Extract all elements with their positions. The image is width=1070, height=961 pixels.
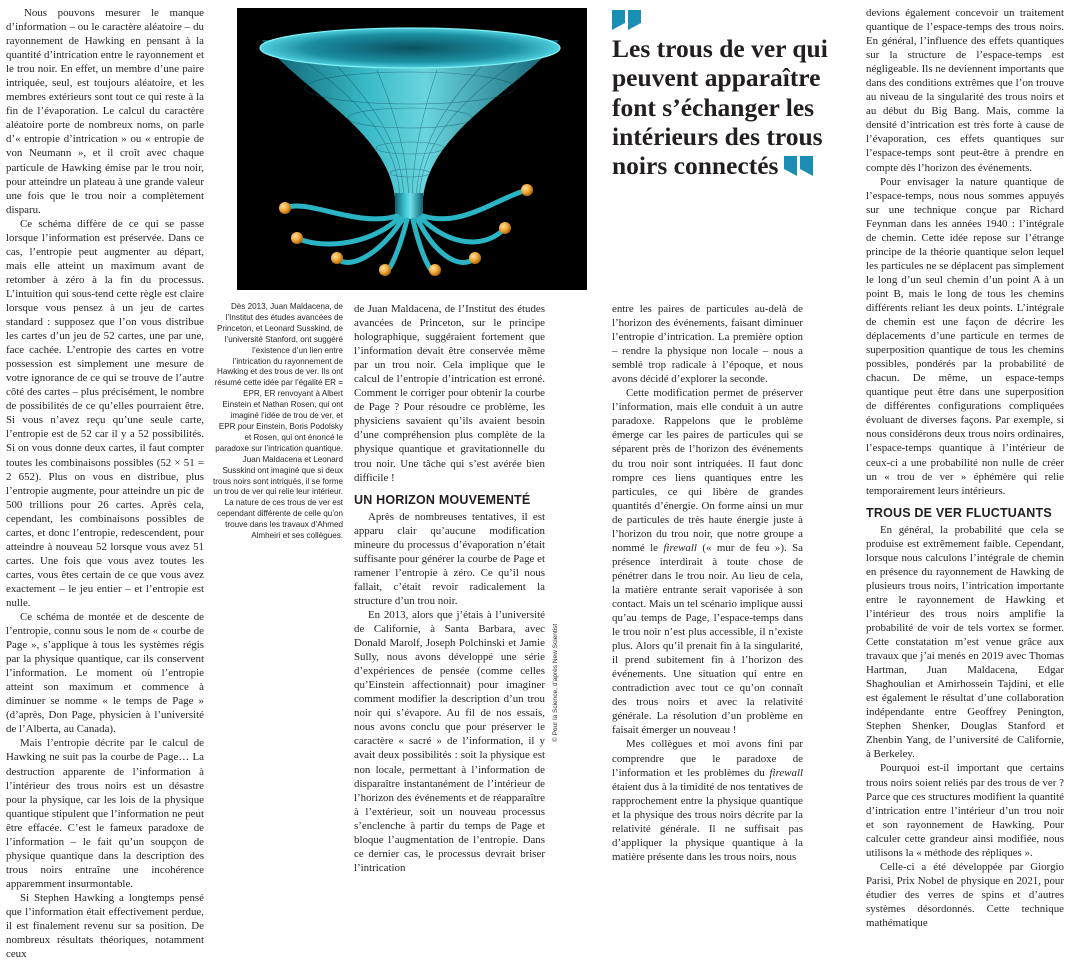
paragraph: Pour envisager la nature quantique de l’espace-temps, nous nous sommes appuyés sur une technique conçue par Richard Feynman dans les années 1940 : l’intégrale de chemin. Cette idée repose sur l’étrange principe de la théorie quantique selon lequel les particules ne se déplacent pas simplement le long d’un seul chemin d’un point A à un point B, mais le long de tous les chemins différents reliant les deux points. L’intégrale de chemin est une façon de décrire les déplacements d’une particule en termes de superposition quantique de tous les chemins possibles, pondérés par la probabilité de chacun. De même, un espace-temps quantique peut être dans une superposition de différentes configurations compliquées évoluant de diverses façons. Par exemple, si nous considérons deux trous noirs ordinaires, l’espace-temps quantique à l’intérieur de ceux-ci a une probabilité non nulle de créer un « trou de ver » éphémère qui relie temporairement leurs intérieurs. bbox=[866, 175, 1064, 497]
pull-quote bbox=[612, 10, 852, 180]
paragraph: Ce schéma de montée et de descente de l’entropie, connu sous le nom de « courbe de Page », s’applique à tous les systèmes régis par la physique quantique, car ils conservent l’information. Le moment où l’entropie atteint son maximum et commence à diminuer se nomme « le temps de Page » (d’après, Don Page, physicien à l’université de l’Alberta, au Canada). bbox=[6, 611, 204, 736]
wormhole-funnel-graphic bbox=[237, 8, 587, 290]
paragraph: Mes collègues et moi avons fini par comprendre que le paradoxe de l’information et les problèmes du firewall étaient dus à la timidité de nos tentatives de rapprochement entre la physique quantique et la physique des trous noirs décrite par la relativité générale. Il ne suffisait pas d’appliquer la physique quantique à la matière présente dans les trous noirs, nous bbox=[612, 738, 803, 863]
paragraph: entre les paires de particules au-delà de l’horizon des événements, faisant diminuer l’entropie d’intrication. La première option – rendre la physique non locale – nous a semblé trop radicale à l’époque, et nous avons décidé d’explorer la seconde. bbox=[612, 303, 803, 386]
figure-caption: Dès 2013, Juan Maldacena, de l’Institut des études avancées de Princeton, et Leonard Susskind, de l’université Stanford, ont suggéré l’existence d’un lien entre l’intrication du rayonnement de Hawking et des trous de ver. Ils ont résumé cette idée par l’égalité ER = EPR, ER renvoyant à Albert Einstein et Nathan Rosen, qui ont imaginé l’idée de trou de ver, et EPR pour Einstein, Boris Podolsky et Rosen, qui ont énoncé le paradoxe sur l’intrication quantique. Juan Maldacena et Leonard Susskind ont imaginé que si deux trous noirs sont intriqués, il se forme un trou de ver qui relie leur intérieur. La nature de ces trous de ver est cependant différente de celle qu’on trouve dans les travaux d’Ahmed Almheiri et ses collègues. bbox=[213, 302, 344, 541]
paragraph: Après de nombreuses tentatives, il est apparu clair qu’aucune modification mineure du processus d’évaporation n’était suffisante pour générer la courbe de Page et ramener l’entropie à zéro. Ce qu’il nous fallait, c’était revoir radicalement la structure d’un trou noir. bbox=[354, 510, 545, 607]
section-heading: TROUS DE VER FLUCTUANTS bbox=[866, 505, 1052, 520]
pull-quote-text: Les trous de ver qui peuvent apparaître font s’échanger les intérieurs des trous noirs connectés bbox=[612, 34, 828, 181]
article-column-1 bbox=[6, 6, 204, 961]
wormhole-illustration bbox=[237, 8, 587, 290]
close-quote-icon bbox=[784, 156, 814, 176]
article-column-3 bbox=[354, 302, 545, 874]
paragraph: Si Stephen Hawking a longtemps pensé que l’information était effectivement perdue, il est finalement revenu sur sa position. De nombreux résultats théoriques, notamment ceux bbox=[6, 891, 204, 961]
article-column-5 bbox=[866, 6, 1064, 929]
paragraph: Nous pouvons mesurer le manque d’information – ou le caractère aléatoire – du rayonnement de Hawking en pensant à la quantité d’intrication entre le rayonnement et le trou noir. En effet, un membre d’une paire intriquée, seul, est toujours aléatoire, et les membres extérieurs sont tout ce qui reste à la fin de l’évaporation. Le calcul du caractère aléatoire porte de nombreux noms, on parle d’« entropie d’intrication » ou « entropie de von Neumann », et il croît avec chaque particule de Hawking émise par le trou noir, pour atteindre un plateau à une grande valeur une fois que le trou noir a complètement disparu. bbox=[6, 7, 204, 216]
paragraph: Cette modification permet de préserver l’information, mais elle conduit à un autre paradoxe. Rappelons que le problème émerge car les paires de particules qui se séparent près de l’horizon des événements du trou noir sont intriquées. Il faut donc rompre ces liens quantiques entre les particules, ce qui libère de grandes quantités d’énergie. On forme ainsi un mur de particules de très haute énergie juste à l’horizon du trou noir, que notre groupe a nommé le firewall (« mur de feu »). Sa présence interdirait à toute chose de pénétrer dans le trou noir. Au lieu de cela, la matière entrante serait vaporisée à son contact. Mais un tel scénario implique aussi qu’au temps de Page, l’espace-temps dans le trou noir n’est plus accessible, il n’existe plus. Alors qu’il prenait fin à la singularité, il prend subitement fin à l’horizon des événements. Une situation qui entre en contradiction avec tout ce qu’on connaît des trous noirs et avec la relativité générale. La résolution d’un problème en faisait émerger un nouveau ! bbox=[612, 387, 803, 737]
paragraph: devions également concevoir un traitement quantique de l’espace-temps des trous noirs. En général, l’influence des effets quantiques sur la structure de l’espace-temps est négligeable. Ils ne deviennent importants que dans des conditions extrêmes que l’on trouve au niveau de la singularité des trous noirs et au début du Big Bang. Mais, comme la densité d’intrication est très forte à cause de l’évaporation, ces effets quantiques sur l’espace-temps sont peut-être à prendre en compte dès l’horizon des événements. bbox=[866, 7, 1064, 174]
section-heading: UN HORIZON MOUVEMENTÉ bbox=[354, 492, 531, 507]
paragraph: Ce schéma diffère de ce qui se passe lorsque l’information est préservée. Dans ce cas, l’entropie peut augmenter au départ, mais elle atteint un maximum avant de retomber à zéro à la fin du processus. L’intuition qui sous-tend cette règle est claire lorsque vous pensez à un jeu de cartes standard : supposez que l’on vous distribue les cartes d’un jeu de 52 cartes, une par une, face cachée. L’entropie des cartes en votre possession est simplement une mesure de votre ignorance de ce qui se trouve de l’autre côté des cartes – plus précisément, le nombre de possibilités de ce qu’elles pourraient être. Si vous n’avez reçu qu’une seule carte, l’entropie est de 52 car il y a 52 possibilités. Si on vous donne deux cartes, il faut compter toutes les combinaisons possibles (52 × 51 = 2 652). Plus on vous en distribue, plus l’entropie augmente, pour atteindre un pic de 500 trillions pour 26 cartes. Après cela, cependant, les combinaisons possibles de cartes, et donc l’entropie, redescendent, pour atteindre à nouveau 52 lorsque vous avez 51 cartes. Une fois que vous avez toutes les cartes, vous êtes certain de ce que vous avez exactement – le jeu entier – et l’entropie est nulle. bbox=[6, 217, 204, 609]
paragraph: de Juan Maldacena, de l’Institut des études avancées de Princeton, sur le principe holographique, suggéraient fortement que l’information devait être conservée même par un trou noir. Cela implique que le calcul de l’entropie d’intrication est erroné. Comment le corriger pour obtenir la courbe de Page ? Pour résoudre ce problème, les physiciens savaient qu’ils avaient besoin d’une compréhension plus complète de la physique quantique et gravitationnelle du trou noir. Une tâche qui s’est avérée bien difficile ! bbox=[354, 303, 545, 484]
image-credit bbox=[552, 592, 562, 742]
paragraph: Pourquoi est-il important que certains trous noirs soient reliés par des trous de ver ? Parce que ces structures modifient la quantité d’intrication entre l’intérieur d’un trou noir et son rayonnement de Hawking. Pour calculer cette grandeur ainsi modifiée, nous utilisons la « méthode des répliques ». bbox=[866, 762, 1064, 859]
paragraph: En 2013, alors que j’étais à l’université de Californie, à Santa Barbara, avec Donald Marolf, Joseph Polchinski et Jamie Sully, nous avons développé une série d’expériences de pensée (comme celles qu’Einstein affectionnait) pour imaginer comment modifier la description d’un trou noir qui s’évapore. Au fil de nos essais, nous avons conclu que pour préserver le caractère « sacré » de l’information, il y avait deux possibilités : soit la physique est non locale, permettant à l’information de disparaître instantanément de l’intérieur de l’horizon des événements et de réapparaître à l’extérieur, soit un nouveau processus s’enclenche à partir du temps de Page et bloque l’augmentation de l’entropie. Dans ce dernier cas, le processus devrait briser l’intrication bbox=[354, 608, 545, 874]
paragraph: En général, la probabilité que cela se produise est extrêmement faible. Cependant, lorsque nous calculons l’intégrale de chemin en présence du rayonnement de Hawking de plusieurs trous noirs, l’intrication importante entre le rayonnement de Hawking et l’intérieur des trous noirs amplifie la probabilité de voir de tels vortex se former. Cette constatation m’est venue grâce aux travaux que j’ai menés en 2019 avec Thomas Hartman, Juan Maldacena, Edgar Shaghoulian et Amirhossein Tajdini, et elle est également le résultat d’une collaboration indépendante entre Geoffrey Penington, Stephen Shenker, Douglas Stanford et Zhenbin Yang, de l’université de Californie, à Berkeley. bbox=[866, 523, 1064, 761]
open-quote-icon bbox=[612, 10, 642, 30]
paragraph: Mais l’entropie décrite par le calcul de Hawking ne suit pas la courbe de Page… La destruction apparente de l’information à l’intérieur des trous noirs est un désastre pour la physique, car les lois de la physique quantique stipulent que l’information ne peut être effacée. C’est le fameux paradoxe de l’information – le fait qu’un soupçon de physique quantique dans la description des trous noirs entraîne une incohérence apparemment insurmontable. bbox=[6, 737, 204, 890]
image-credit-text: © Pour la Science, d’après New Scientist bbox=[552, 623, 559, 742]
paragraph: Celle-ci a été développée par Giorgio Parisi, Prix Nobel de physique en 2021, pour étudier des verres de spins et d’autres systèmes désordonnés. Cette technique mathématique bbox=[866, 860, 1064, 929]
article-column-4 bbox=[612, 302, 803, 863]
